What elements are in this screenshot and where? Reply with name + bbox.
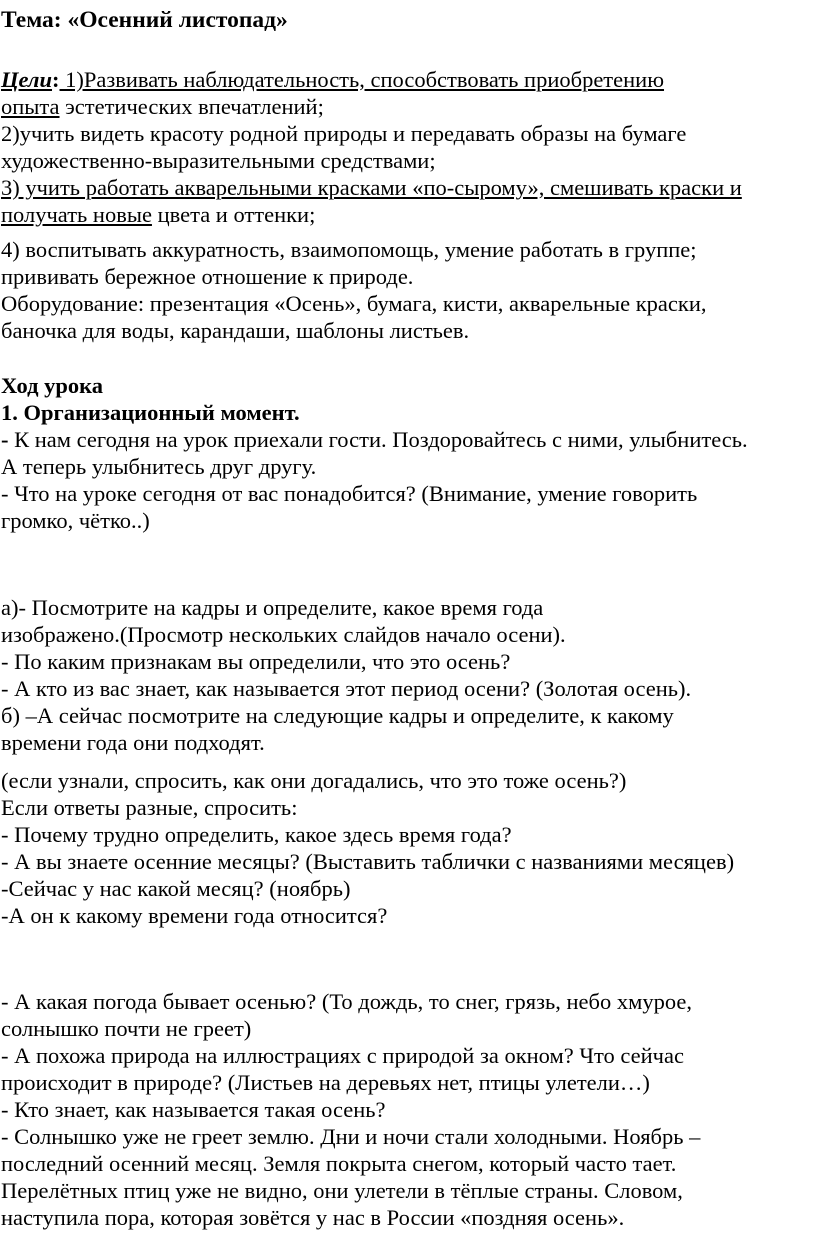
page-title: Тема: «Осенний листопад» — [1, 7, 288, 33]
goals-text-2-underlined: опыта — [1, 94, 60, 119]
part-a-line: б) –А сейчас посмотрите на следующие кадры и определите, к какому — [1, 703, 674, 728]
part-a-line: -Сейчас у нас какой месяц? (ноябрь) — [1, 876, 351, 901]
section-1-heading: 1. Организационный момент. — [1, 400, 300, 425]
dash-mark: - — [1, 427, 9, 452]
goals-colon: : — [52, 67, 60, 92]
goals-line-4: художественно-выразительными средствами; — [1, 148, 436, 173]
goals-line-3: 2)учить видеть красоту родной природы и передавать образы на бумаге — [1, 121, 687, 146]
part-b-line: - Солнышко уже не греет землю. Дни и ночи стали холодными. Ноябрь – — [1, 1124, 701, 1149]
part-b-line: наступила пора, которая зовётся у нас в России «поздняя осень». — [1, 1205, 625, 1230]
goals-line-6 — [1, 201, 315, 229]
goals-line-7: 4) воспитывать аккуратность, взаимопомощь, умение работать в группе; — [1, 237, 697, 262]
part-b-line: - Кто знает, как называется такая осень? — [1, 1097, 386, 1122]
goals-label: Цели — [1, 67, 52, 92]
part-a-line: изображено.(Просмотр нескольких слайдов начало осени). — [1, 622, 566, 647]
part-a-line: - По каким признакам вы определили, что это осень? — [1, 649, 511, 674]
goals-line-1 — [1, 66, 664, 94]
part-a-line: - А вы знаете осенние месяцы? (Выставить таблички с названиями месяцев) — [1, 849, 735, 874]
lesson-p1-line-2: А теперь улыбнитесь друг другу. — [1, 454, 317, 479]
goals-line-8: прививать бережное отношение к природе. — [1, 264, 414, 289]
part-a-line: Если ответы разные, спросить: — [1, 795, 298, 820]
part-a-line: - Почему трудно определить, какое здесь время года? — [1, 822, 512, 847]
goals-text-6-underlined: получать новые — [1, 202, 152, 227]
part-b-line: - А какая погода бывает осенью? (То дождь, то снег, грязь, небо хмурое, — [1, 989, 692, 1014]
lesson-p1-line-1 — [1, 426, 748, 454]
lesson-p2-line-2: громко, чётко..) — [1, 508, 150, 533]
part-b-line: солнышко почти не греет) — [1, 1016, 252, 1041]
part-a-line: а)- Посмотрите на кадры и определите, какое время года — [1, 595, 544, 620]
part-a-line: времени года они подходят. — [1, 730, 265, 755]
equipment-line-1: Оборудование: презентация «Осень», бумага, кисти, акварельные краски, — [1, 291, 707, 316]
part-a-line: - А кто из вас знает, как называется этот период осени? (Золотая осень). — [1, 676, 692, 701]
lesson-p1-text: К нам сегодня на урок приехали гости. Поздоровайтесь с ними, улыбнитесь. — [8, 427, 748, 452]
lesson-p2-line-1: - Что на уроке сегодня от вас понадобится? (Внимание, умение говорить — [1, 481, 698, 506]
goals-line-2 — [1, 93, 324, 121]
part-b-line: происходит в природе? (Листьев на деревьях нет, птицы улетели…) — [1, 1070, 650, 1095]
part-b-line: Перелётных птиц уже не видно, они улетели в тёплые страны. Словом, — [1, 1178, 683, 1203]
goals-text-2: эстетических впечатлений; — [59, 94, 324, 119]
part-a-line: (если узнали, спросить, как они догадались, что это тоже осень?) — [1, 768, 627, 793]
goals-text-6: цвета и оттенки; — [151, 202, 316, 227]
part-a-line: -А он к какому времени года относится? — [1, 903, 388, 928]
part-b-line: последний осенний месяц. Земля покрыта снегом, который часто тает. — [1, 1151, 677, 1176]
goals-text-1: 1)Развивать наблюдательность, способствовать приобретению — [59, 67, 665, 92]
equipment-line-2: баночка для воды, карандаши, шаблоны листьев. — [1, 318, 470, 343]
goals-line-5: 3) учить работать акварельными красками «по-сырому», смешивать краски и — [1, 175, 742, 200]
lesson-heading: Ход урока — [1, 373, 104, 398]
part-b-line: - А похожа природа на иллюстрациях с природой за окном? Что сейчас — [1, 1043, 684, 1068]
